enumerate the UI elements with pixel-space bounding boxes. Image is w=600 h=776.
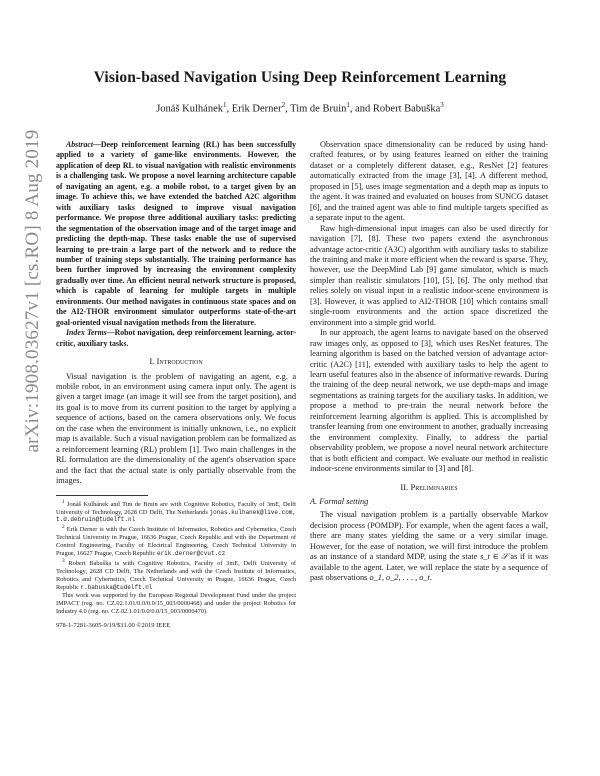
- author-affiliation-mark: 1: [222, 101, 227, 109]
- author-name: Erik Derner: [231, 103, 282, 115]
- abstract: [56, 140, 296, 328]
- body-paragraph: Raw high-dimensional input images can also be used directly for navigation [7], [8]. These two papers extend the asynchronous advantage actor-critic (A3C) algorithm with auxiliary tasks to stabilize the training and make it more efficient when the reward is sparse. They, however, use the DeepMind Lab [9] game simulator, which is much simpler than realistic simulators [10], [5], [6]. The only method that relies solely on visual input in a realistic indoor-scene environment is [3]. However, it was applied to AI2-THOR [10] which contains small single-room environments and the action space discretized the environment into a simple grid world.: [310, 223, 548, 327]
- footnote-divider: [56, 495, 148, 496]
- author-affiliation-mark: 2: [281, 101, 286, 109]
- left-column: [56, 140, 296, 629]
- body-paragraph: In our approach, the agent learns to navigate based on the observed raw images only, as opposed to [3], which uses ResNet features. The learning algorithm is based on the batched version of advantage actor-critic (A2C) [11], extended with auxiliary tasks to help the agent to learn useful features also in the absence of informative rewards. During the training of the deep neural network, we use depth-maps and image segmentations as training targets for the auxiliary tasks. In addition, we propose a method to pre-train the neural network before the reinforcement learning algorithm is applied. This is accomplished by transfer learning from one environment to another, gradually increasing the environment complexity. Finally, to address the partial observability problem, we propose a novel neural network architecture that is both efficient and compact. We evaluate our method in realistic indoor-scene environments similar to [3] and [8].: [310, 328, 548, 474]
- author-name: Tim de Bruin: [290, 103, 347, 115]
- footnote-email: erik.derner@cvut.cz: [156, 550, 226, 558]
- footnote: $^2$ Erik Derner is with the Czech Institute of Informatics, Robotics and Cybernetics, Czech Technical University in Prague, 16636 Prague, Czech Republic and with the Department of Control Engineering, Faculty of Electrical Engineering, Czech Technical University in Prague, 16627 Prague, Czech Republic erik.derner@cvut.cz: [56, 524, 296, 558]
- math-observations: o_1, o_2, . . . , o_t: [369, 573, 430, 583]
- subsection-heading-formal-setting: A. Formal setting: [310, 496, 369, 506]
- abstract-label: Abstract: [66, 140, 94, 149]
- author-name: Jonáš Kulhánek: [156, 103, 223, 115]
- index-terms-text: —Robot navigation, deep reinforcement learning, actor-critic, auxiliary tasks.: [56, 328, 296, 348]
- right-column: [310, 140, 548, 584]
- author-list: Jonáš Kulhánek$^1$, Erik Derner$^2$, Tim de Bruin$^1$, and Robert Babuška$^3$: [156, 101, 444, 115]
- funding-note: This work was supported by the European Regional Development Fund under the project IMPACT (reg. no. CZ.02.1.01/0.0/0.0/15_003/0000468) and under the project Robotics for Industry 4.0 (reg. no. CZ.02.1.01/0.0/0.0/15_003/0000470).: [56, 591, 296, 615]
- section-heading-preliminaries: II. Preliminaries: [400, 481, 458, 492]
- author-affiliation-mark: 3: [440, 101, 444, 109]
- body-paragraph: Observation space dimensionality can be reduced by using hand-crafted features, or by using features learned on either the training dataset or a completely different dataset, e.g., ResNet [2] features automatically extracted from the image [3], [4]. A different method, proposed in [5], uses image segmentation and a depth map as inputs to the agent. It was trained and evaluated on houses from SUNCG dataset [6], and the trained agent was able to find multiple targets specified as a separate input to the agent.: [310, 140, 548, 223]
- footnote-email: r.babuska@tudelft.nl: [80, 583, 153, 591]
- footnote-email: jonas.kulhanek@live.com, t.d.debruin@tudelft.nl: [56, 508, 296, 524]
- copyright-line: 978-1-7281-3605-9/19/$31.00 ©2019 IEEE: [56, 621, 171, 629]
- intro-paragraph: Visual navigation is the problem of navigating an agent, e.g. a mobile robot, in an environment using camera input only. The agent is given a target image (an image it will see from the target position), and its goal is to move from its current position to the target by applying a sequence of actions, based on the camera observations only. We focus on the case when the environment is initially unknown, i.e., no explicit map is available. Such a visual navigation problem can be formalized as a reinforcement learning (RL) problem [1]. Two main challenges in the RL formulation are the dimensionality of the agent's observation space and the fact that the actual state is only partially observable from the images.: [56, 371, 296, 486]
- index-terms-label: Index Terms: [66, 328, 107, 338]
- author-affiliation-mark: 1: [346, 101, 350, 109]
- footnote: $^3$ Robert Babuška is with Cognitive Robotics, Faculty of 3mE, Delft University of Technology, 2628 CD Delft, The Netherlands and with the Czech Institute of Informatics, Robotics and Cybernetics, Czech Technical University in Prague, 16636 Prague, Czech Republic r.babuska@tudelft.nl: [56, 558, 296, 591]
- paper-title: Vision-based Navigation Using Deep Reinforcement Learning: [93, 69, 507, 86]
- author-name: Robert Babuška: [372, 103, 441, 115]
- section-heading-introduction: I. Introduction: [149, 356, 203, 367]
- arxiv-sidebar-stamp: arXiv:1908.03627v1 [cs.RO] 8 Aug 2019: [22, 129, 43, 453]
- index-terms: [56, 328, 296, 349]
- abstract-text: —Deep reinforcement learning (RL) has been successfully applied to a variety of game-like environments. However, the application of deep RL to visual navigation with realistic environments is a challenging task. We propose a novel learning architecture capable of navigating an agent, e.g. a mobile robot, to a target given by an image. To achieve this, we have extended the batched A2C algorithm with auxiliary tasks designed to improve visual navigation performance. We propose three additional auxiliary tasks: predicting the segmentation of the observation image and of the target image and predicting the depth-map. These tasks enable the use of supervised learning to pre-train a large part of the network and to reduce the number of training steps substantially. The training performance has been further improved by increasing the environment complexity gradually over time. An efficient neural network structure is proposed, which is capable of learning for multiple targets in multiple environments. Our method navigates in continuous state spaces and on the AI2-THOR environment simulator outperforms state-of-the-art goal-oriented visual navigation methods from the literature.: [56, 140, 296, 327]
- body-paragraph: The visual navigation problem is a partially observable Markov decision process (POMDP). For example, when the agent faces a wall, there are many states yielding the same or a very similar image. However, for the ease of notation, we will first introduce the problem as an instance of a standard MDP, using the state s_t ∈ 𝒮 as if it was available to the agent. Later, we will replace the state by a sequence of past observations o_1, o_2, . . . , o_t.: [310, 510, 548, 583]
- footnote: $^1$ Jonáš Kulhánek and Tim de Bruin are with Cognitive Robotics, Faculty of 3mE, Delft University of Technology, 2628 CD Delft, The Netherlands jonas.kulhanek@live.com, t.d.debruin@tudelft.nl: [56, 498, 296, 524]
- math-state: s_t ∈ 𝒮: [480, 552, 508, 562]
